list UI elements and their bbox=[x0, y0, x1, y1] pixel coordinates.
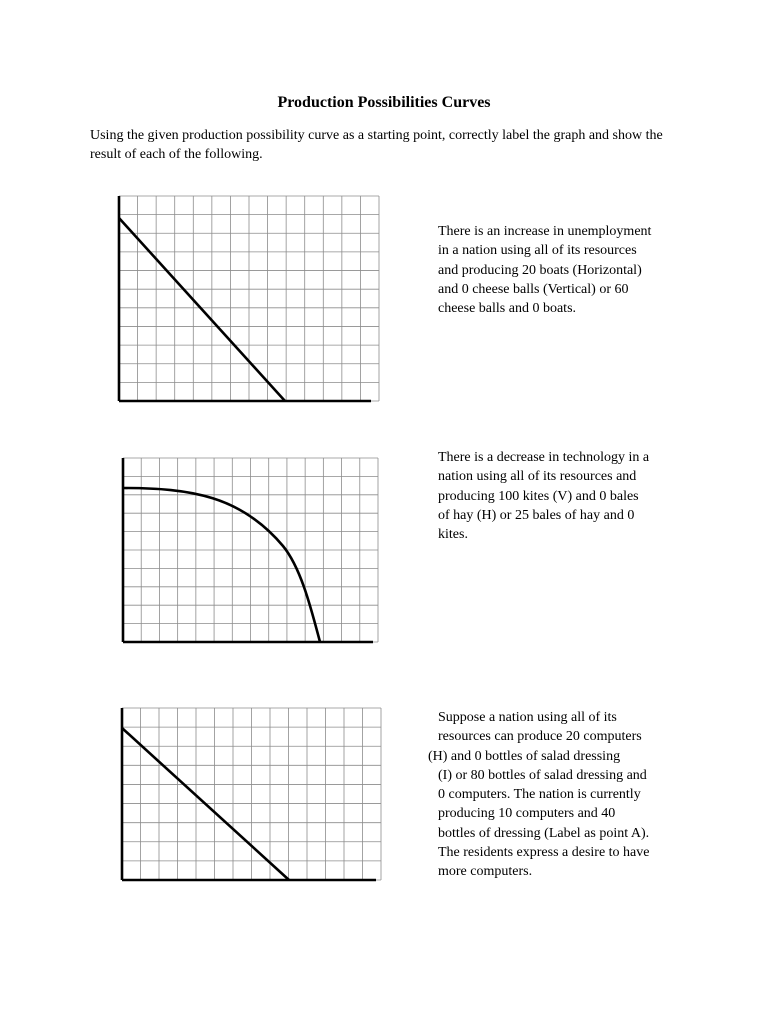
grid-lines bbox=[123, 458, 378, 642]
question-line: cheese balls and 0 boats. bbox=[438, 301, 577, 317]
question-line: (H) and 0 bottles of salad dressing bbox=[428, 748, 621, 764]
ppc-curve bbox=[123, 488, 320, 642]
question-line: and producing 20 boats (Horizontal) bbox=[438, 262, 642, 278]
grid-lines bbox=[119, 196, 379, 401]
ppc-line bbox=[119, 218, 285, 401]
question-line: (I) or 80 bottles of salad dressing and bbox=[438, 767, 647, 783]
question-line: nation using all of its resources and bbox=[438, 469, 637, 485]
question-line: producing 10 computers and 40 bbox=[438, 806, 616, 822]
question-line: The residents express a desire to have bbox=[438, 845, 650, 861]
question-2 bbox=[438, 448, 678, 544]
question-line: kites. bbox=[438, 527, 468, 543]
instructions-paragraph: Using the given production possibility curve as a starting point, correctly label the graph and show the result of each of the following. bbox=[90, 128, 663, 162]
question-line: Suppose a nation using all of its bbox=[438, 710, 617, 725]
question-line: 0 computers. The nation is currently bbox=[438, 787, 641, 803]
question-line: of hay (H) or 25 bales of hay and 0 bbox=[438, 507, 635, 523]
question-line: There is a decrease in technology in a bbox=[438, 450, 650, 465]
grid-lines bbox=[122, 708, 381, 880]
ppc-graph-2 bbox=[121, 458, 379, 648]
ppc-graph-3 bbox=[120, 708, 382, 886]
ppc-line bbox=[122, 728, 289, 880]
question-line: in a nation using all of its resources bbox=[438, 243, 637, 259]
question-line: producing 100 kites (V) and 0 bales bbox=[438, 488, 639, 504]
question-3 bbox=[428, 708, 678, 882]
question-line: There is an increase in unemployment bbox=[438, 224, 652, 239]
question-line: resources can produce 20 computers bbox=[438, 729, 642, 745]
page-title: Production Possibilities Curves bbox=[277, 94, 491, 111]
question-line: more computers. bbox=[438, 864, 533, 880]
question-1 bbox=[438, 222, 678, 318]
question-line: bottles of dressing (Label as point A). bbox=[438, 825, 650, 841]
ppc-graph-1 bbox=[116, 196, 380, 406]
question-line: and 0 cheese balls (Vertical) or 60 bbox=[438, 281, 629, 297]
